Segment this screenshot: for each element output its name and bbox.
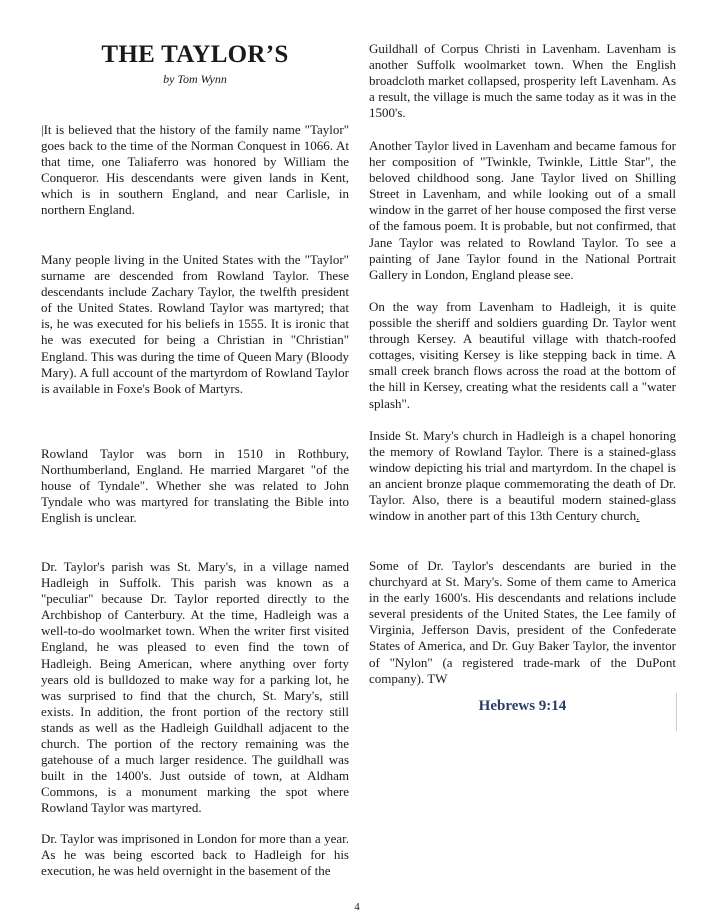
paragraph-descendants: Many people living in the United States with the "Taylor" surname are descended from Rowland Taylor. These descendants include Zachary Taylor, the twelfth president of the United States. Rowland Taylor was martyred; that is, he was executed for his beliefs in 1555. It is ironic that he was executed for being a Christian in "Christian" England. This was during the time of Queen Mary (Bloody Mary). A full account of the martyrdom of Rowland Taylor is available in Foxe's Book of Martyrs. <box>41 252 349 396</box>
paragraph-jane-taylor: Another Taylor lived in Lavenham and became famous for her composition of "Twinkle, Twinkle, Little Star", the beloved childhood song. Jane Taylor lived on Shilling Street in Lavenham, and while looking out of a small window in the garret of her house composed the first verse of the famous poem. It is probable, but not confirmed, that Jane Taylor was related to Rowland Taylor. To see a painting of Jane Taylor found in the National Portrait Gallery in London, England please see. <box>369 138 676 282</box>
paragraph-chapel <box>369 428 676 525</box>
verse-reference: Hebrews 9:14 <box>478 698 567 714</box>
article-title: THE TAYLOR’S <box>101 41 289 68</box>
vertical-rule <box>676 693 677 731</box>
article-byline: by Tom Wynn <box>163 72 227 86</box>
paragraph-birth: Rowland Taylor was born in 1510 in Rothbury, Northumberland, England. He married Margaret "of the house of Tyndale". Whether she was related to John Tyndale who was martyred for translating the Bible into English is unclear. <box>41 446 349 526</box>
paragraph-norman-conquest: |It is believed that the history of the family name "Taylor" goes back to the time of the Norman Conquest in 1066. At that time, one Taliaferro was honored by William the Conqueror. His descendants were given lands in Kent, which is in southern England, and near Carlisle, in northern England. <box>41 122 349 218</box>
paragraph-churchyard: Some of Dr. Taylor's descendants are buried in the churchyard at St. Mary's. Some of them came to America in the early 1600's. His descendants and relations include several presidents of the United States, the Lee family of Virginia, Jefferson Davis, president of the Confederate States of America, and Dr. Guy Baker Taylor, the inventor of "Nylon" (a registered trade-mark of the DuPont company). TW <box>369 558 676 686</box>
paragraph-parish: Dr. Taylor's parish was St. Mary's, in a village named Hadleigh in Suffolk. This parish was known as a "peculiar" because Dr. Taylor reported directly to the Archbishop of Canterbury. At the time, Hadleigh was a well-to-do woolmarket town. When the writer first visited England, he was pleased to even find the town of Hadleigh. Being American, where anything over forty years old is bulldozed to make way for a parking lot, he was surprised to find that the church, St. Mary's, still exists. In addition, the front portion of the rectory still stands as well as the Hadleigh Guildhall adjacent to the church. The portion of the rectory remaining was the gatehouse of a much larger residence. The guildhall was built in the 1400's. Just outside of town, at Aldham Commons, is a monument marking the spot where Rowland Taylor was martyred. <box>41 559 349 816</box>
chapel-text: Inside St. Mary's church in Hadleigh is a chapel honoring the memory of Rowland Taylor. There is a stained-glass window depicting his trial and martyrdom. In the chapel is an ancient bronze plaque commemorating the death of Dr. Taylor. Also, there is a beautiful modern stained-glass window in another part of this 13th Century church <box>369 428 676 524</box>
paragraph-imprisonment: Dr. Taylor was imprisoned in London for more than a year. As he was being escorted back to Hadleigh for his execution, he was held overnight in the basement of the <box>41 831 349 879</box>
underlined-period: . <box>636 508 640 524</box>
paragraph-kersey: On the way from Lavenham to Hadleigh, it is quite possible the sheriff and soldiers guarding Dr. Taylor went through Kersey. A beautiful village with thatch-roofed cottages, visiting Kersey is like stepping back in time. A small creek branch flows across the road at the bottom of the hill in Kersey, creating what the residents call a "water splash". <box>369 299 676 411</box>
page-number: 4 <box>354 901 360 913</box>
paragraph-guildhall: Guildhall of Corpus Christi in Lavenham. Lavenham is another Suffolk woolmarket town. When the English broadcloth market collapsed, prosperity left Lavenham. As a result, the village is much the same today as it was in the 1500's. <box>369 41 676 121</box>
